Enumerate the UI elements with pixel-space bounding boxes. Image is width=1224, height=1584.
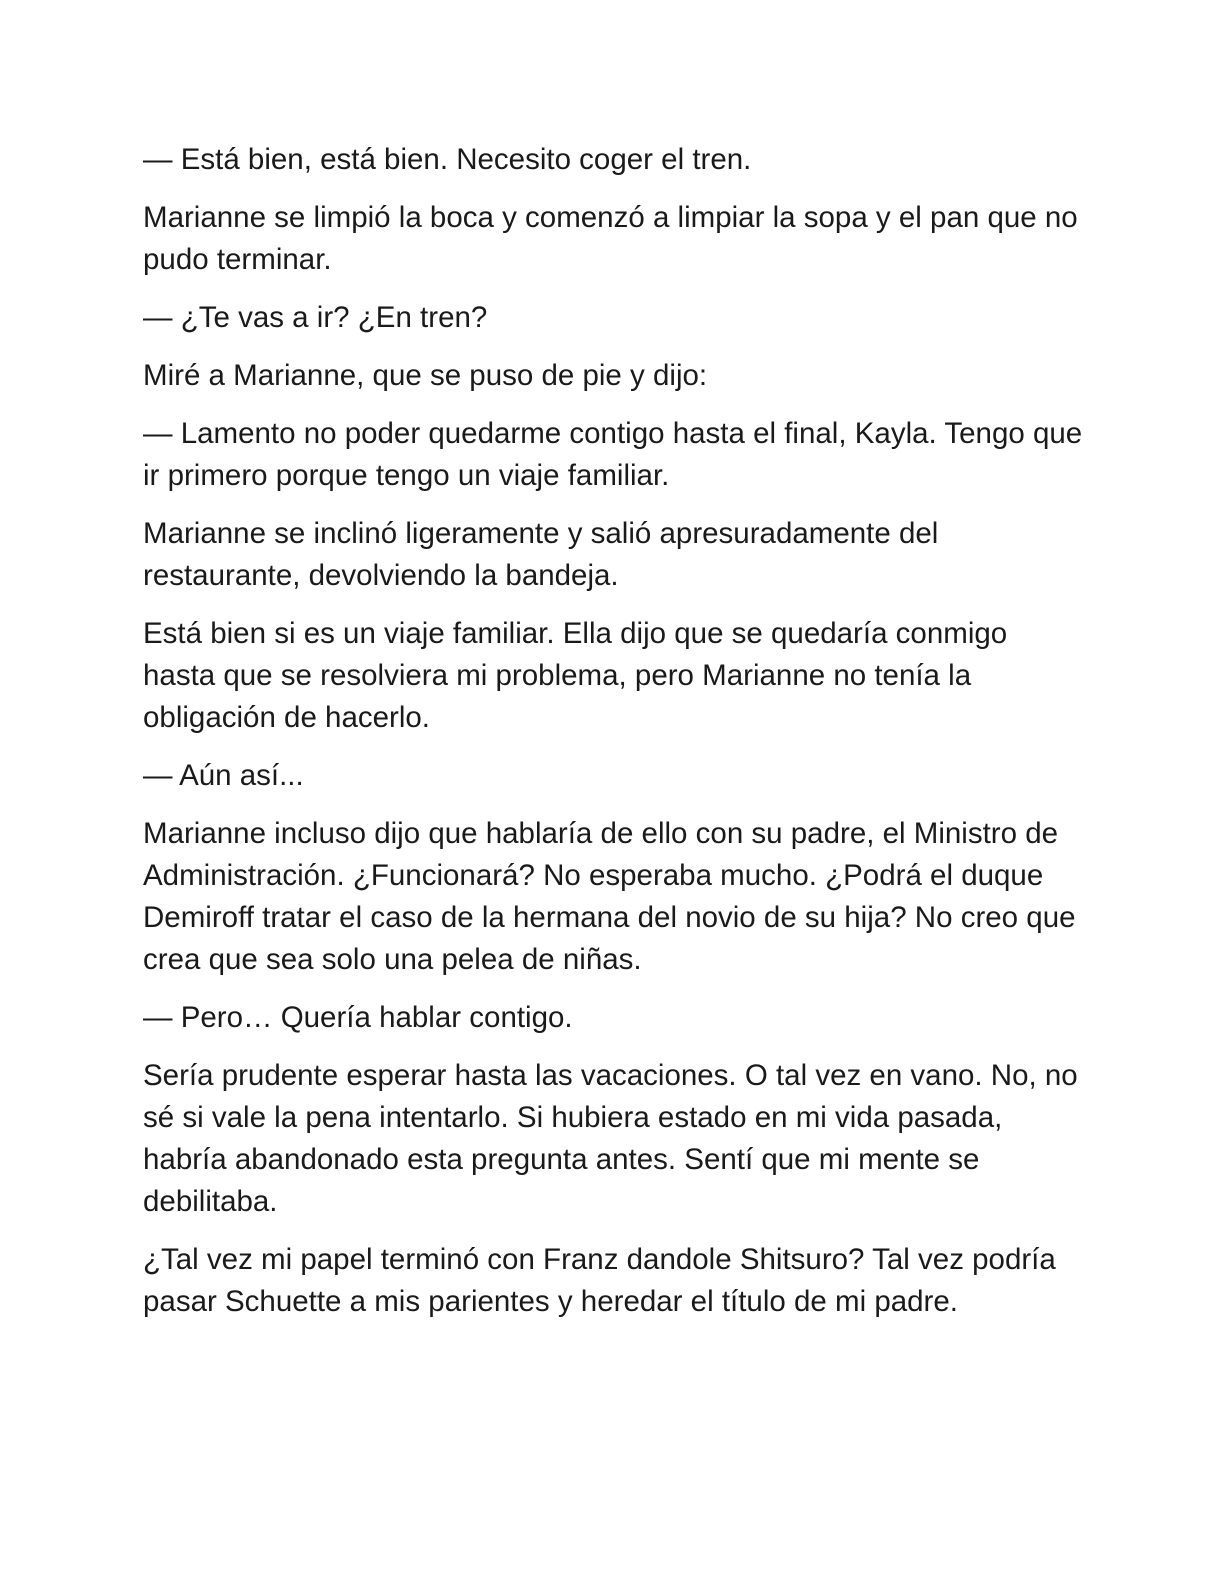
paragraph-5: — Lamento no poder quedarme contigo hasta el final, Kayla. Tengo que ir primero porque tengo un viaje familiar.: [143, 417, 1083, 492]
paragraph-9: Marianne incluso dijo que hablaría de ello con su padre, el Ministro de Administración. ¿Funcionará? No esperaba mucho. ¿Podrá el duque Demiroff tratar el caso de la hermana del novio de su hija? No creo que crea que sea solo una pelea de niñas.: [143, 817, 1076, 976]
paragraph-10: — Pero… Quería hablar contigo.: [143, 1001, 573, 1034]
paragraph-6: Marianne se inclinó ligeramente y salió apresuradamente del restaurante, devolviendo la bandeja.: [143, 517, 939, 592]
document-page: [143, 139, 1083, 1339]
paragraph-12: ¿Tal vez mi papel terminó con Franz dandole Shitsuro? Tal vez podría pasar Schuette a mis parientes y heredar el título de mi padre.: [143, 1243, 1056, 1318]
paragraph-2: Marianne se limpió la boca y comenzó a limpiar la sopa y el pan que no pudo terminar.: [143, 201, 1078, 276]
paragraph-3: — ¿Te vas a ir? ¿En tren?: [143, 301, 488, 334]
paragraph-7: Está bien si es un viaje familiar. Ella dijo que se quedaría conmigo hasta que se resolviera mi problema, pero Marianne no tenía la obligación de hacerlo.: [143, 617, 1008, 734]
paragraph-4: Miré a Marianne, que se puso de pie y dijo:: [143, 359, 708, 392]
paragraph-11: Sería prudente esperar hasta las vacaciones. O tal vez en vano. No, no sé si vale la pena intentarlo. Si hubiera estado en mi vida pasada, habría abandonado esta pregunta antes. Sentí que mi mente se debilitaba.: [143, 1059, 1078, 1218]
paragraph-1: — Está bien, está bien. Necesito coger el tren.: [143, 143, 752, 176]
paragraph-8: — Aún así...: [143, 759, 304, 792]
